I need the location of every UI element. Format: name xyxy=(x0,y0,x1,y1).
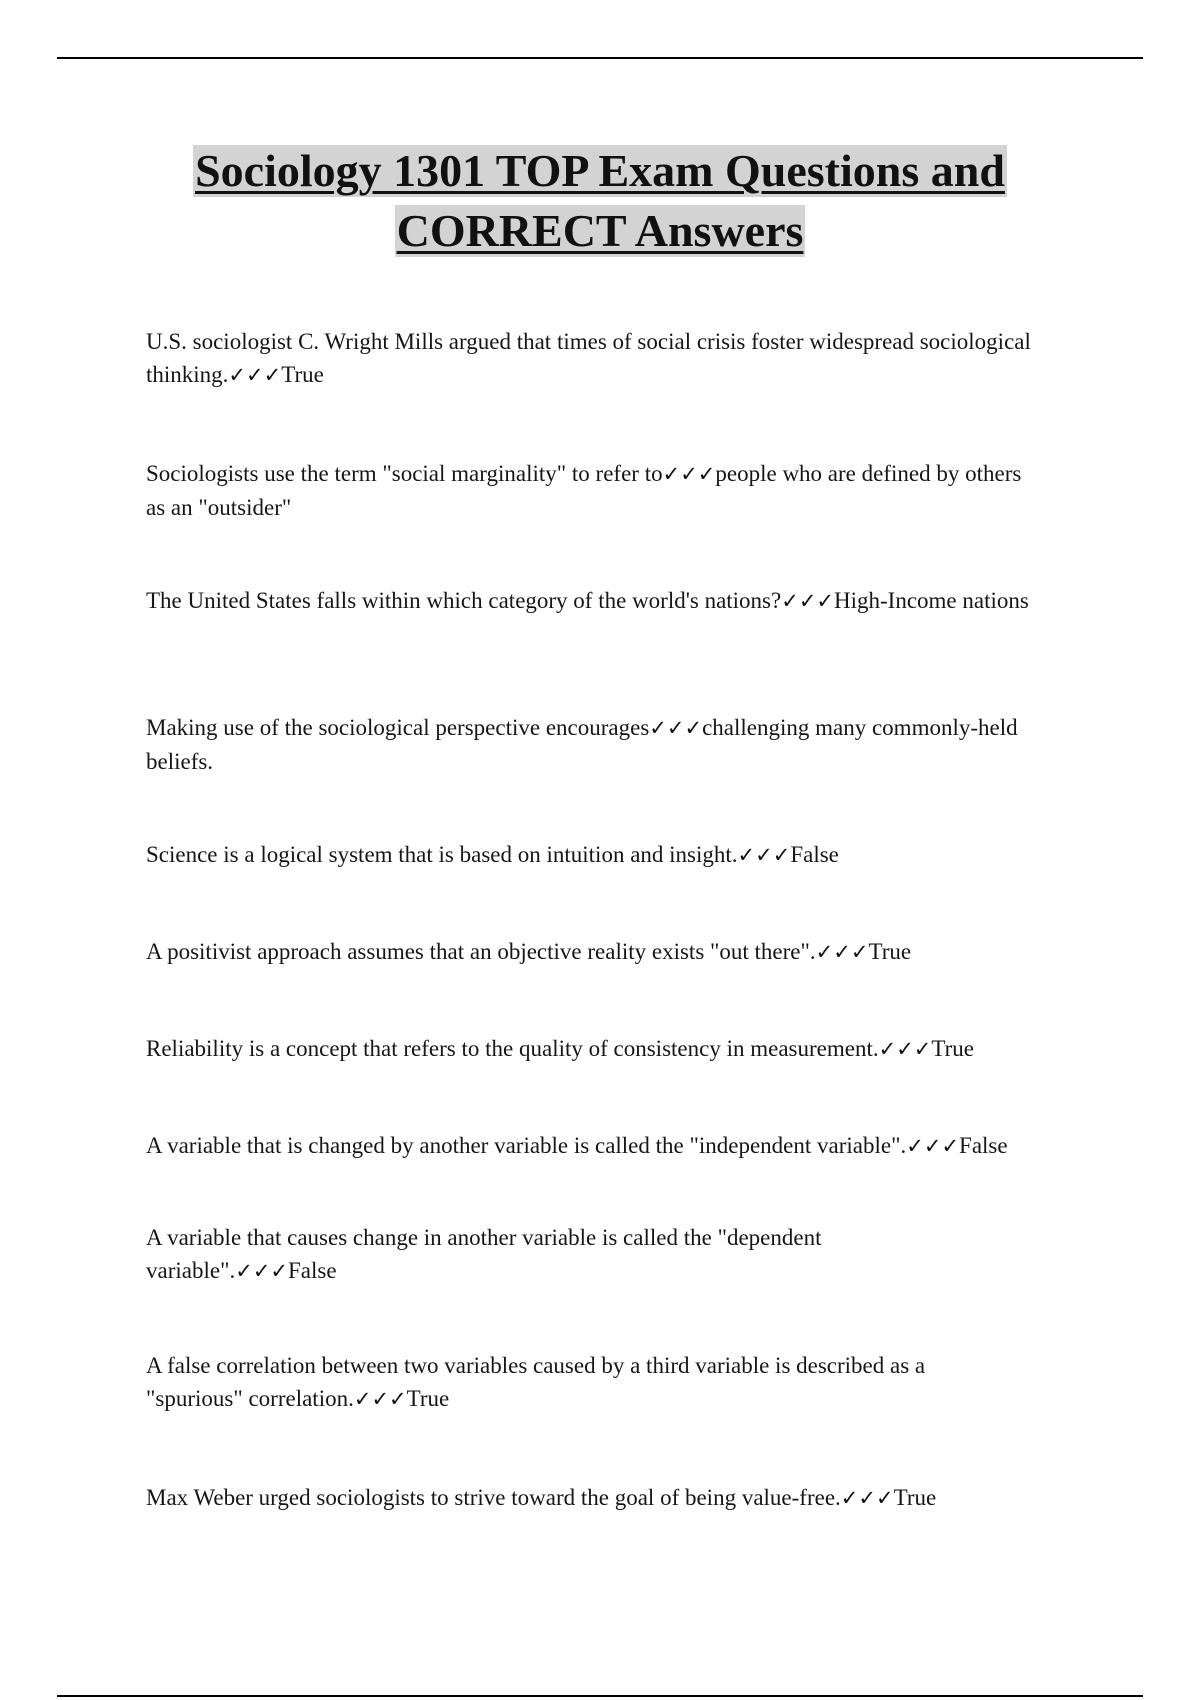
qa-item-8 xyxy=(146,1129,1106,1163)
answer-text: True xyxy=(868,939,912,964)
question-text: Making use of the sociological perspective encourages xyxy=(146,715,650,740)
question-text: U.S. sociologist C. Wright Mills argued that times of social crisis foster widespread sociological thinking. xyxy=(146,329,1031,387)
qa-item-10 xyxy=(146,1349,1026,1416)
checkmark-separator: ✓✓✓ xyxy=(815,940,869,964)
answer-text: True xyxy=(281,362,324,387)
checkmark-separator: ✓✓✓ xyxy=(353,1387,407,1411)
answer-text: High-Income nations xyxy=(834,588,1029,613)
checkmark-separator: ✓✓✓ xyxy=(649,716,703,740)
question-text: Science is a logical system that is based on intuition and insight. xyxy=(146,842,738,867)
bottom-rule xyxy=(57,1695,1143,1697)
qa-item-9 xyxy=(146,1221,906,1288)
checkmark-separator: ✓✓✓ xyxy=(662,462,716,486)
checkmark-separator: ✓✓✓ xyxy=(228,363,282,387)
qa-item-3 xyxy=(146,584,1046,618)
checkmark-separator: ✓✓✓ xyxy=(235,1259,289,1283)
title-line-1: Sociology 1301 TOP Exam Questions and xyxy=(195,145,1005,196)
page-title xyxy=(57,145,1143,257)
answer-text: challenging many commonly-held beliefs. xyxy=(146,715,1018,774)
question-text: A variable that is changed by another variable is called the "independent variable". xyxy=(146,1133,907,1158)
question-text: A false correlation between two variables caused by a third variable is described as a "spurious" correlation. xyxy=(146,1353,926,1411)
checkmark-separator: ✓✓✓ xyxy=(906,1134,960,1158)
question-text: The United States falls within which category of the world's nations? xyxy=(146,588,782,613)
checkmark-separator: ✓✓✓ xyxy=(781,589,835,613)
question-text: Max Weber urged sociologists to strive toward the goal of being value-free. xyxy=(146,1485,841,1510)
question-text: A variable that causes change in another variable is called the "dependent variable". xyxy=(146,1225,822,1283)
checkmark-separator: ✓✓✓ xyxy=(840,1486,894,1510)
qa-item-4 xyxy=(146,711,1046,778)
qa-item-11 xyxy=(146,1481,1106,1515)
qa-item-7 xyxy=(146,1032,1066,1066)
question-text: A positivist approach assumes that an objective reality exists "out there". xyxy=(146,939,816,964)
checkmark-separator: ✓✓✓ xyxy=(737,843,791,867)
answer-text: False xyxy=(790,842,839,867)
answer-text: True xyxy=(931,1036,974,1061)
title-line-2: CORRECT Answers xyxy=(396,205,804,256)
qa-item-5 xyxy=(146,838,1066,872)
checkmark-separator: ✓✓✓ xyxy=(878,1037,932,1061)
qa-item-1 xyxy=(146,325,1066,392)
question-text: Reliability is a concept that refers to the quality of consistency in measurement. xyxy=(146,1036,879,1061)
answer-text: True xyxy=(893,1485,937,1510)
question-text: Sociologists use the term "social marginality" to refer to xyxy=(146,461,663,486)
answer-text: False xyxy=(288,1258,337,1283)
top-rule xyxy=(57,57,1143,59)
answer-text: people who are defined by others as an "outsider" xyxy=(146,461,1022,520)
answer-text: True xyxy=(406,1386,450,1411)
qa-item-2 xyxy=(146,457,1046,524)
answer-text: False xyxy=(959,1133,1008,1158)
qa-item-6 xyxy=(146,935,1066,969)
